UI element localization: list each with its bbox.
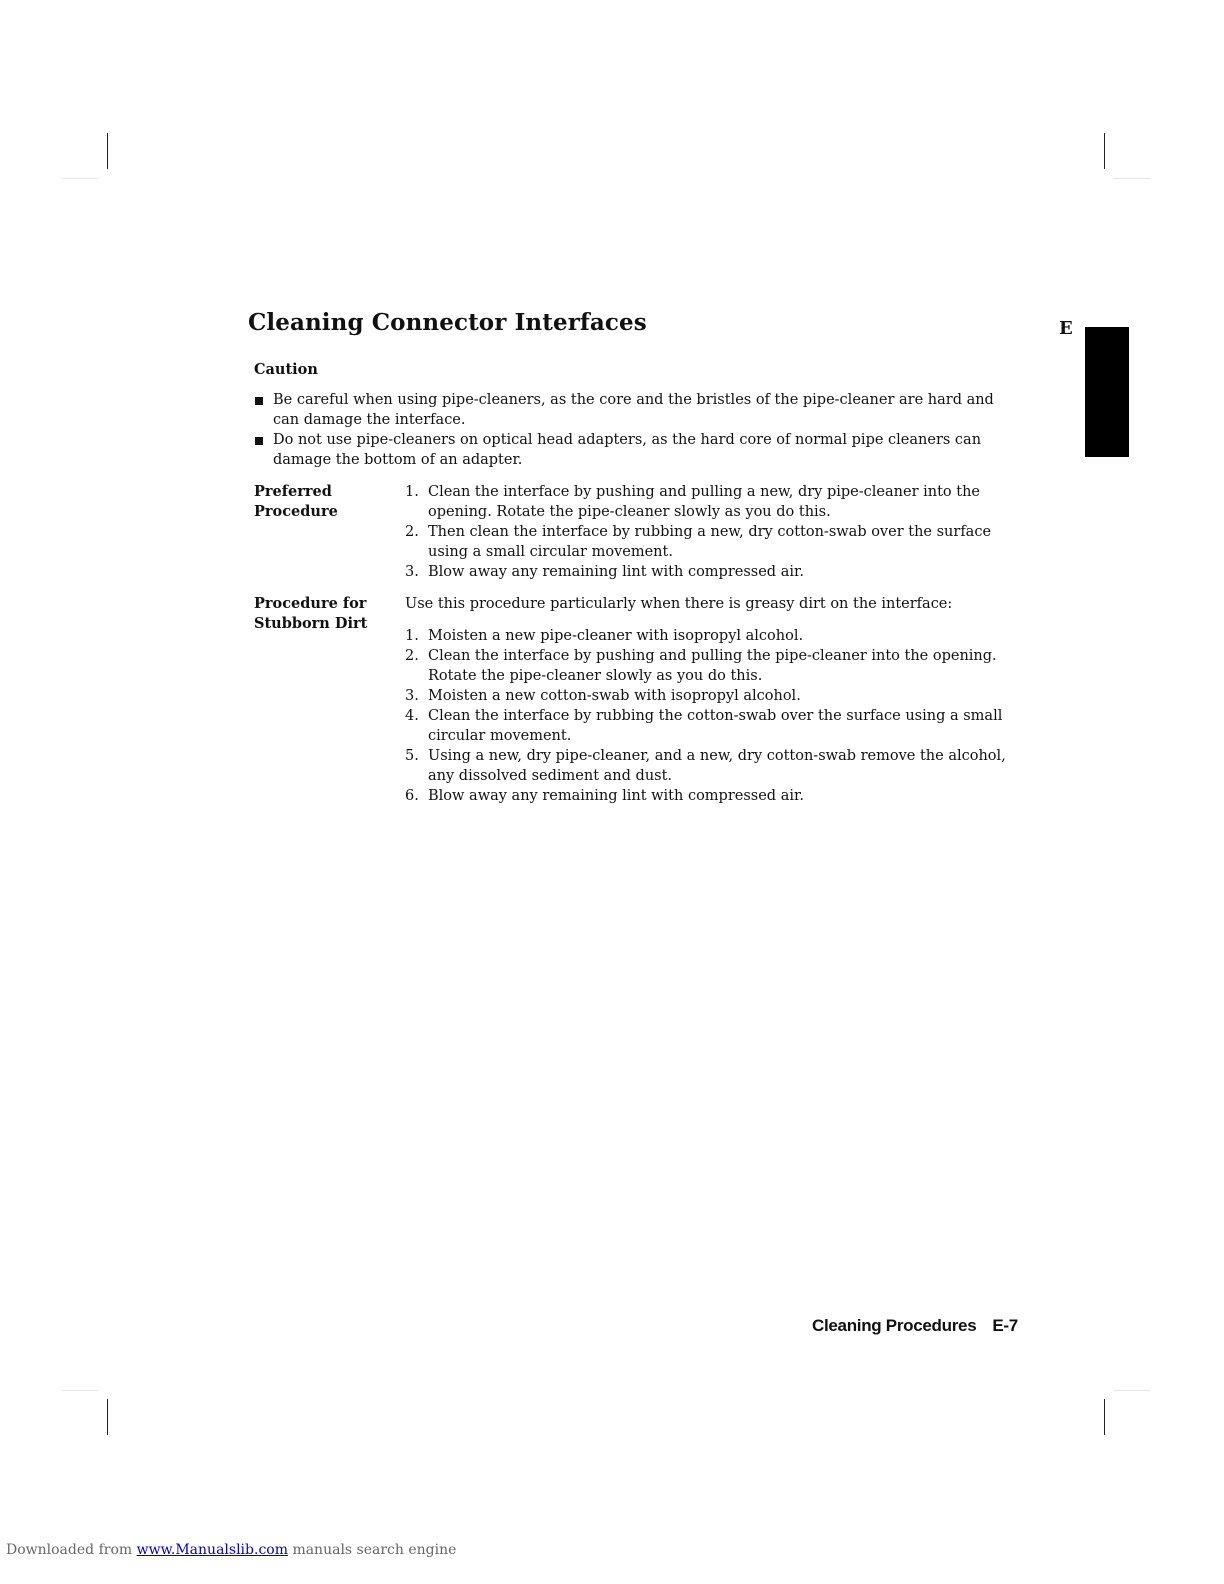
crop-mark [1114,1390,1150,1391]
page-title: Cleaning Connector Interfaces [248,309,647,336]
caution-heading: Caution [254,361,318,378]
chapter-tab-marker [1085,327,1129,457]
stubborn-dirt-intro: Use this procedure particularly when there is greasy dirt on the interface: [405,596,953,612]
label-line: Procedure [254,503,338,520]
stubborn-dirt-body [405,594,1014,806]
step-text: Blow away any remaining lint with compressed air. [428,788,804,804]
label-line: Procedure for [254,595,367,612]
step-item [405,522,1014,562]
step-item [405,686,1014,706]
step-number: 2. [405,648,419,664]
preferred-procedure-section [254,482,1014,582]
square-bullet-icon [255,437,263,445]
step-number: 6. [405,788,419,804]
label-line: Stubborn Dirt [254,615,368,632]
step-number: 3. [405,564,419,580]
step-item [405,786,1014,806]
download-prefix: Downloaded from [6,1542,133,1558]
step-text: Clean the interface by rubbing the cotton-swab over the surface using a small circular movement. [428,708,1003,744]
page-number: E-7 [992,1316,1018,1335]
step-item [405,706,1014,746]
caution-item [254,430,1014,470]
step-number: 5. [405,748,419,764]
step-number: 4. [405,708,419,724]
chapter-tab-letter: E [1059,318,1073,339]
crop-mark [1114,178,1150,179]
step-item [405,646,1014,686]
manualslib-link[interactable]: www.Manualslib.com [136,1542,288,1558]
preferred-procedure-body [405,482,1014,582]
step-text: Clean the interface by pushing and pulling a new, dry pipe-cleaner into the opening. Rotate the pipe-cleaner slowly as you do this. [428,484,980,520]
step-item [405,482,1014,522]
step-text: Moisten a new pipe-cleaner with isopropyl alcohol. [428,628,804,644]
caution-item [254,390,1014,430]
step-item [405,626,1014,646]
step-text: Blow away any remaining lint with compressed air. [428,564,804,580]
crop-mark [1104,133,1105,169]
preferred-steps [405,482,1014,582]
step-text: Using a new, dry pipe-cleaner, and a new, dry cotton-swab remove the alcohol, any dissolved sediment and dust. [428,748,1006,784]
step-item [405,562,1014,582]
step-item [405,746,1014,786]
stubborn-steps [405,626,1014,806]
crop-mark [107,133,108,169]
crop-mark [62,178,98,179]
stubborn-dirt-label [254,594,405,806]
label-line: Preferred [254,483,332,500]
crop-mark [107,1399,108,1435]
caution-item-text: Be careful when using pipe-cleaners, as the core and the bristles of the pipe-cleaner are hard and can damage the interface. [273,392,994,428]
step-number: 2. [405,524,419,540]
footer-section-name: Cleaning Procedures [812,1316,977,1335]
step-number: 1. [405,628,419,644]
crop-mark [1104,1399,1105,1435]
stubborn-dirt-section [254,594,1014,806]
crop-mark [62,1390,98,1391]
step-number: 3. [405,688,419,704]
caution-list [254,390,1014,470]
square-bullet-icon [255,397,263,405]
main-content [254,360,1014,818]
page-footer [812,1316,1018,1336]
caution-item-text: Do not use pipe-cleaners on optical head adapters, as the hard core of normal pipe cleaners can damage the bottom of an adapter. [273,432,982,468]
step-text: Clean the interface by pushing and pulling the pipe-cleaner into the opening. Rotate the pipe-cleaner slowly as you do this. [428,648,997,684]
step-number: 1. [405,484,419,500]
download-suffix: manuals search engine [292,1542,457,1558]
step-text: Moisten a new cotton-swab with isopropyl alcohol. [428,688,801,704]
download-note [6,1542,456,1558]
step-text: Then clean the interface by rubbing a new, dry cotton-swab over the surface using a small circular movement. [428,524,992,560]
preferred-procedure-label [254,482,405,582]
